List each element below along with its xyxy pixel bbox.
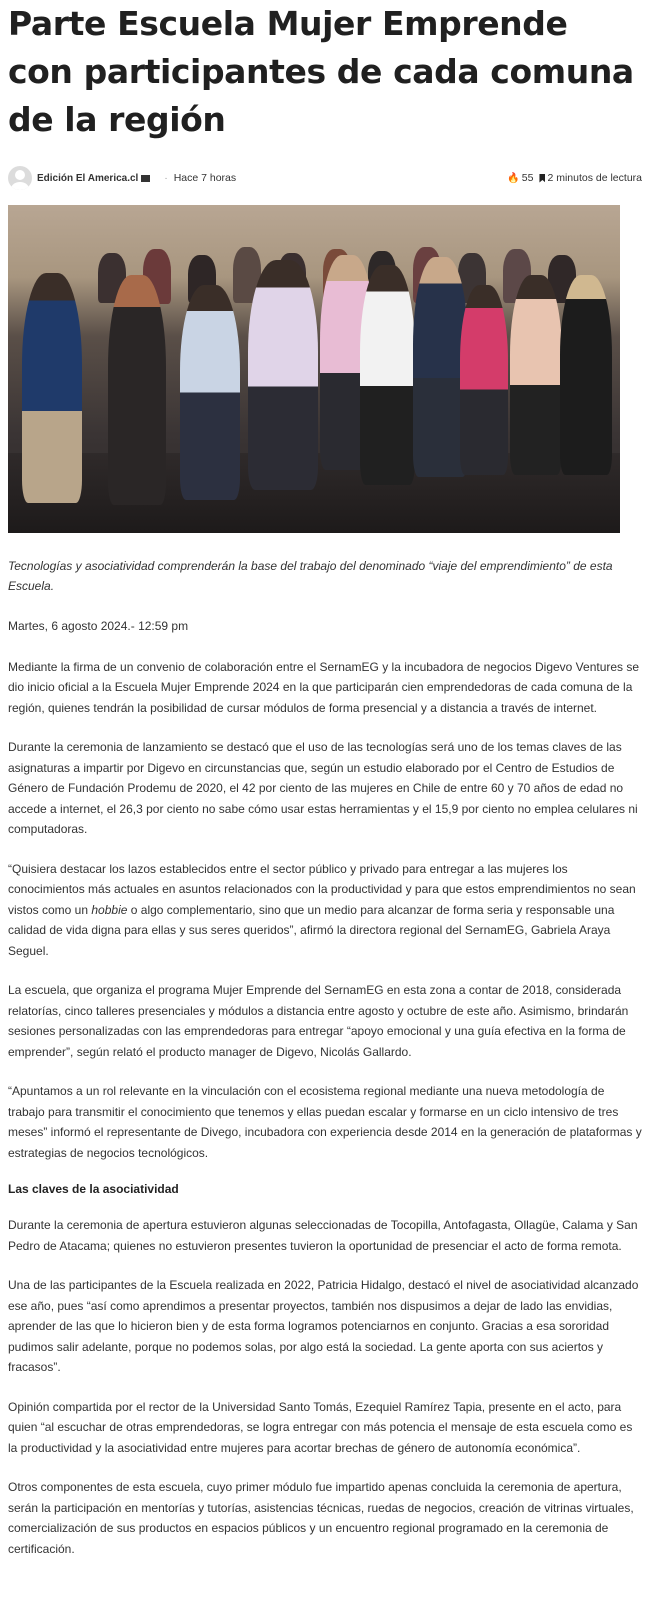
emphasis: hobbie (91, 902, 128, 917)
section-subheading: Las claves de la asociatividad (8, 1182, 179, 1196)
fire-icon: 🔥 (507, 172, 520, 184)
article (8, 0, 642, 1559)
paragraph: Mediante la firma de un convenio de colaboración entre el SernamEG y la incubadora de negocios Digevo Ventures se dio inicio oficial a la Escuela Mujer Emprende 2024 en la que participarán cien emprendedoras de cada comuna de la región, quienes tendrán la posibilidad de cursar módulos de forma presencial y a distancia a través de internet. (8, 659, 640, 715)
paragraph: Opinión compartida por el rector de la Universidad Santo Tomás, Ezequiel Ramírez Tapia, presente en el acto, para quien “al escuchar de otras emprendedoras, se logra entregar con más potencia el mensaje de esta escuela como es la productividad y la asociatividad entre mujeres para acortar brechas de género de autonomía económica”. (8, 1399, 633, 1455)
article-date: Martes, 6 agosto 2024.- 12:59 pm (8, 619, 189, 633)
author-avatar[interactable] (8, 166, 32, 190)
time-ago: Hace 7 horas (173, 172, 237, 184)
paragraph: Durante la ceremonia de apertura estuvieron algunas seleccionadas de Tocopilla, Antofagasta, Ollagüe, Calama y San Pedro de Atacama; quienes no estuvieron presentes tuvieron la oportunidad de presenciar el acto de forma remota. (8, 1218, 638, 1253)
bookmark-icon (539, 174, 545, 183)
paragraph: Otros componentes de esta escuela, cuyo primer módulo fue impartido apenas concluida la ceremonia de apertura, serán la participación en mentorías y tutorías, asistencias técnicas, ruedas de negocios, creación de vitrinas virtuales, comercialización de sus productos en espacios públicos y un encuentro regional programado en la ceremonia de certificación. (8, 1480, 634, 1556)
read-time: 2 minutos de lectura (547, 172, 642, 184)
paragraph: Durante la ceremonia de lanzamiento se destacó que el uso de las tecnologías será uno de los temas claves de las asignaturas a impartir por Digevo en circunstancias que, según un estudio elaborado por el Centro de Estudios de Género de Fundación Prodemu de 2020, el 42 por ciento de las mujeres en Chile de entre 60 y 70 años de edad no accede a internet, el 26,3 por ciento no sabe cómo usar estas herramientas y el 15,9 por ciento no emplea celulares ni computadoras. (8, 740, 638, 836)
paragraph: “Apuntamos a un rol relevante en la vinculación con el ecosistema regional mediante una nueva metodología de trabajo para transmitir el conocimiento que tenemos y ellas puedan escalar y formarse en un ciclo intensivo de tres meses” informó el representante de Divego, incubadora con experiencia desde 2014 en la generación de plataformas y estrategias de negocios tecnológicos. (8, 1084, 642, 1160)
quote-text: o algo complementario, sino que un medio para alcanzar de forma seria y responsable una calidad de vida digna para ellas y sus seres queridos”, afirmó la directora regional del SernamEG, Gabriela Araya Seguel. (8, 902, 615, 958)
article-photo (8, 205, 620, 533)
quote-text: “Quisiera destacar los lazos establecidos entre el sector público y privado para entregar a las mujeres los conocimientos más actuales en asuntos relacionados con la productividad y para que estos emprendimientos no sean vistos como un (8, 861, 636, 917)
view-count: 55 (521, 172, 534, 184)
paragraph: La escuela, que organiza el programa Mujer Emprende del SernamEG en esta zona a contar de 2018, considerada relatorías, cinco talleres presenciales y módulos a distancia entre agosto y octubre de este año. Asimismo, brindarán sesiones personalizadas con las emprendedoras para entregar “apoyo emocional y una guía efectiva en la forma de emprender”, según relató el producto manager de Digevo, Nicolás Gallardo. (8, 983, 629, 1059)
paragraph (8, 859, 642, 962)
paragraph: Una de las participantes de la Escuela realizada en 2022, Patricia Hidalgo, destacó el nivel de asociatividad alcanzado ese año, pues “así como aprendimos a presentar proyectos, también nos dispusimos a dejar de lado las envidias, aprender de las que lo hicieron bien y de esta forma logramos potenciarnos en conjunto. Gracias a esa sororidad pudimos salir adelante, porque no podemos solas, por algo está la sociedad. La gente aporta con sus aciertos y fracasos”. (8, 1278, 639, 1374)
article-meta (8, 163, 642, 193)
envelope-icon[interactable] (141, 175, 150, 182)
meta-separator: · (164, 172, 168, 184)
article-title: Parte Escuela Mujer Emprende con participantes de cada comuna de la región (8, 4, 634, 139)
author-link[interactable]: Edición El America.cl (37, 172, 139, 184)
photo-caption: Tecnologías y asociatividad comprenderán la base del trabajo del denominado “viaje del emprendimiento” de esta Escuela. (8, 559, 613, 593)
